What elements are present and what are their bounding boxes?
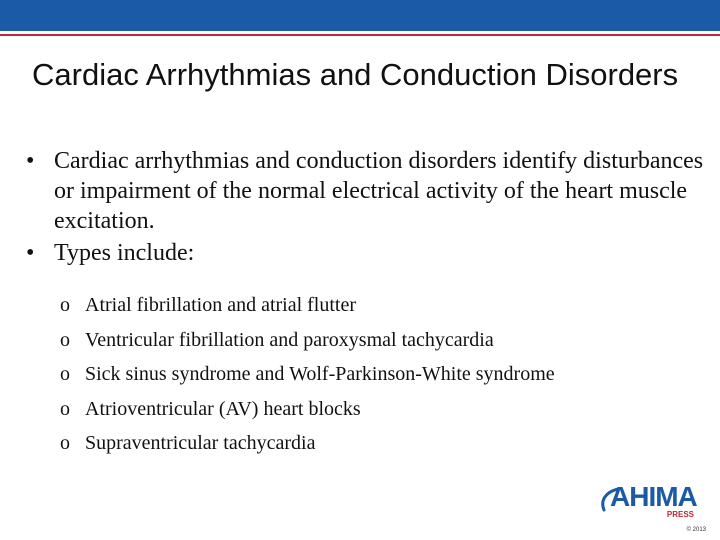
- sub-bullet-list: [60, 288, 700, 461]
- sub-bullet-marker: o: [60, 363, 70, 385]
- sub-bullet-text: Ventricular fibrillation and paroxysmal tachycardia: [85, 328, 494, 351]
- bullet-marker: •: [26, 148, 35, 174]
- sub-bullet-text: Supraventricular tachycardia: [85, 432, 316, 454]
- ahima-press-logo: [598, 480, 708, 524]
- logo-subtext: PRESS: [666, 510, 694, 519]
- header-bar: [0, 0, 720, 31]
- bullet-text: Cardiac arrhythmias and conduction disorders identify disturbances or impairment of the normal electrical activity of the heart muscle excitation.: [54, 148, 704, 234]
- sub-bullet-item: [60, 392, 700, 427]
- logo-wordmark: AHIMA: [610, 481, 697, 512]
- sub-bullet-text: Atrioventricular (AV) heart blocks: [85, 397, 361, 420]
- bullet-marker: •: [26, 240, 35, 266]
- bullet-item: [26, 146, 706, 236]
- sub-bullet-marker: o: [60, 294, 70, 316]
- sub-bullet-marker: o: [60, 432, 70, 454]
- sub-bullet-item: [60, 288, 700, 323]
- sub-bullet-text: Atrial fibrillation and atrial flutter: [85, 294, 357, 316]
- sub-bullet-marker: o: [60, 397, 70, 420]
- copyright-notice: © 2013: [686, 527, 706, 533]
- bullet-list: [26, 146, 706, 270]
- slide-title: Cardiac Arrhythmias and Conduction Disorders: [32, 57, 679, 92]
- sub-bullet-text: Sick sinus syndrome and Wolf-Parkinson-White syndrome: [85, 363, 555, 385]
- bullet-item: [26, 238, 706, 268]
- sub-bullet-marker: o: [60, 328, 70, 351]
- sub-bullet-item: [60, 426, 700, 461]
- sub-bullet-item: [60, 323, 700, 358]
- bullet-text: Types include:: [54, 240, 195, 266]
- sub-bullet-item: [60, 357, 700, 392]
- footer-strip: [0, 535, 720, 540]
- header-divider-red: [0, 34, 720, 36]
